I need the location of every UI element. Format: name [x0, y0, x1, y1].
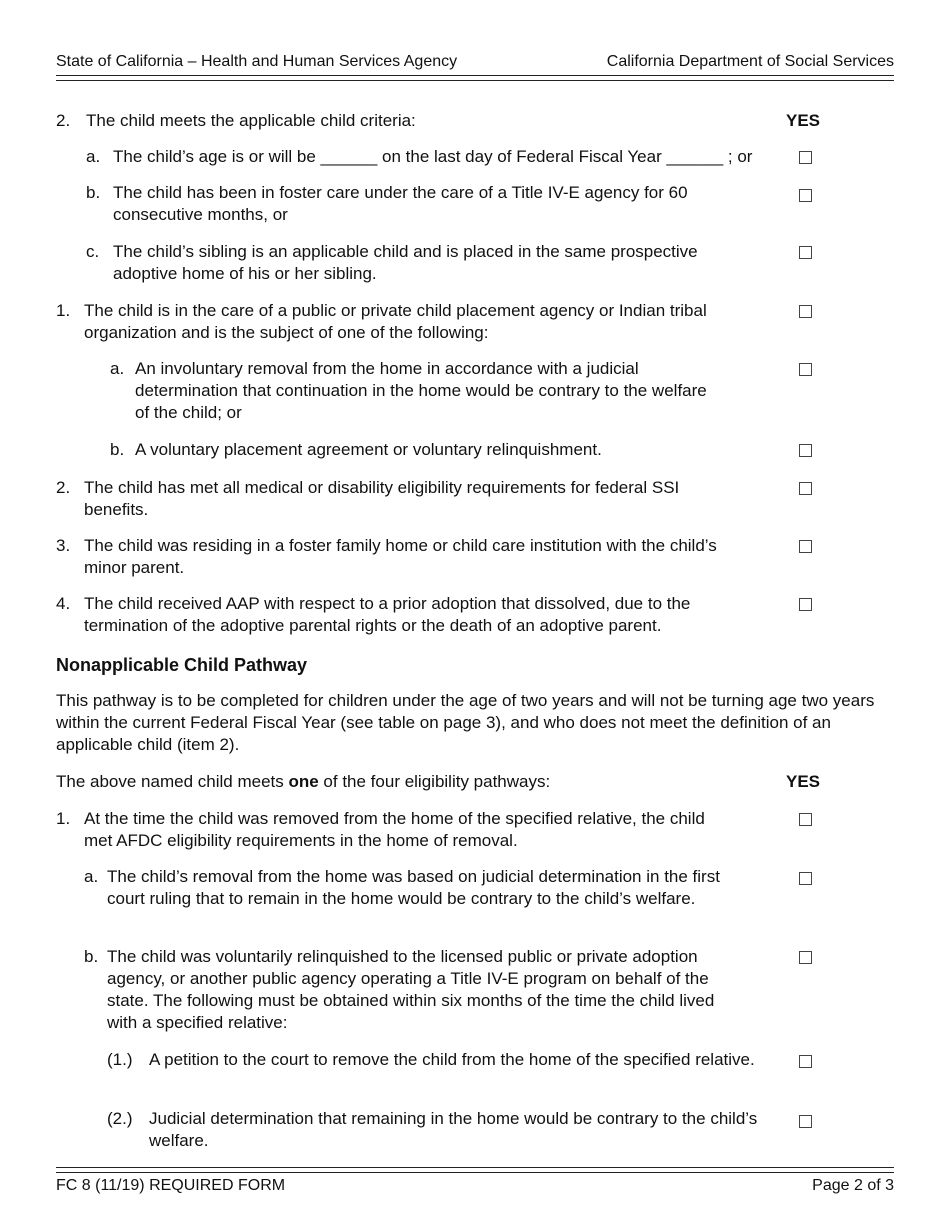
item-4-checkbox[interactable] — [799, 598, 812, 611]
pathway-item-1b-1: (1.) A petition to the court to remove the child from the home of the specified relative. — [107, 1050, 755, 1069]
pathway-item-1b: b. The child was voluntarily relinquished to the licensed public or private adoption agency, or another public agency operating a Title IV-E program on behalf of the state. The following must be obtained within six months of the time the child lived with a specified relative: — [84, 947, 715, 1032]
pathway-item-1b-2: (2.) Judicial determination that remaining in the home would be contrary to the child’s welfare. — [107, 1109, 758, 1150]
pathway-1-checkbox[interactable] — [799, 813, 812, 826]
criteria-c-checkbox[interactable] — [799, 246, 812, 259]
pathway-1b-2-checkbox[interactable] — [799, 1115, 812, 1128]
criteria-item-a: a. The child’s age is or will be ______ on the last day of Federal Fiscal Year ______ ; or — [86, 147, 753, 166]
item-3-checkbox[interactable] — [799, 540, 812, 553]
item-1a-checkbox[interactable] — [799, 363, 812, 376]
yes-column-header-2: YES — [786, 772, 821, 791]
header-department: California Department of Social Services — [606, 53, 894, 70]
pathway-1a-checkbox[interactable] — [799, 872, 812, 885]
criteria-item-c: c. The child’s sibling is an applicable child and is placed in the same prospective adoptive home of his or her sibling. — [86, 242, 698, 283]
eligibility-item-1: 1. The child is in the care of a public or private child placement agency or Indian tribal organization and is the subject of one of the following: — [56, 301, 707, 342]
applicable-criteria-intro: 2. The child meets the applicable child criteria: — [56, 111, 416, 130]
pathway-description: This pathway is to be completed for children under the age of two years and will not be turning age two years within the current Federal Fiscal Year (see table on page 3), and who does not meet the definition of an applicable child (item 2). — [56, 691, 875, 754]
eligibility-item-1b: b. A voluntary placement agreement or voluntary relinquishment. — [110, 440, 602, 459]
eligibility-item-1a: a. An involuntary removal from the home in accordance with a judicial determination that continuation in the home would be contrary to the welfare of the child; or — [110, 359, 707, 422]
item-1-checkbox[interactable] — [799, 305, 812, 318]
yes-column-header: YES — [786, 111, 821, 130]
criteria-item-b: b. The child has been in foster care under the care of a Title IV-E agency for 60 consecutive months, or — [86, 183, 688, 224]
form-id: FC 8 (11/19) REQUIRED FORM — [56, 1177, 286, 1194]
eligibility-item-4: 4. The child received AAP with respect to a prior adoption that dissolved, due to the termination of the adoptive parental rights or the death of an adoptive parent. — [56, 594, 691, 635]
item-1b-checkbox[interactable] — [799, 444, 812, 457]
pathway-statement: The above named child meets one of the four eligibility pathways: — [56, 772, 551, 791]
page-number: Page 2 of 3 — [812, 1177, 894, 1194]
footer-rule — [56, 1167, 894, 1173]
pathway-1b-checkbox[interactable] — [799, 951, 812, 964]
item-2-checkbox[interactable] — [799, 482, 812, 495]
criteria-b-checkbox[interactable] — [799, 189, 812, 202]
pathway-item-1: 1. At the time the child was removed from the home of the specified relative, the child met AFDC eligibility requirements in the home of removal. — [56, 809, 705, 850]
section-heading: Nonapplicable Child Pathway — [56, 655, 308, 675]
page-header — [56, 52, 894, 72]
eligibility-item-3: 3. The child was residing in a foster family home or child care institution with the child’s minor parent. — [56, 536, 717, 577]
header-agency: State of California – Health and Human Services Agency — [56, 53, 458, 70]
pathway-1b-1-checkbox[interactable] — [799, 1055, 812, 1068]
eligibility-item-2: 2. The child has met all medical or disability eligibility requirements for federal SSI benefits. — [56, 478, 680, 519]
pathway-item-1a: a. The child’s removal from the home was based on judicial determination in the first court ruling that to remain in the home would be contrary to the child’s welfare. — [84, 867, 720, 908]
page-footer — [56, 1176, 894, 1196]
criteria-a-checkbox[interactable] — [799, 151, 812, 164]
header-rule — [56, 75, 894, 81]
